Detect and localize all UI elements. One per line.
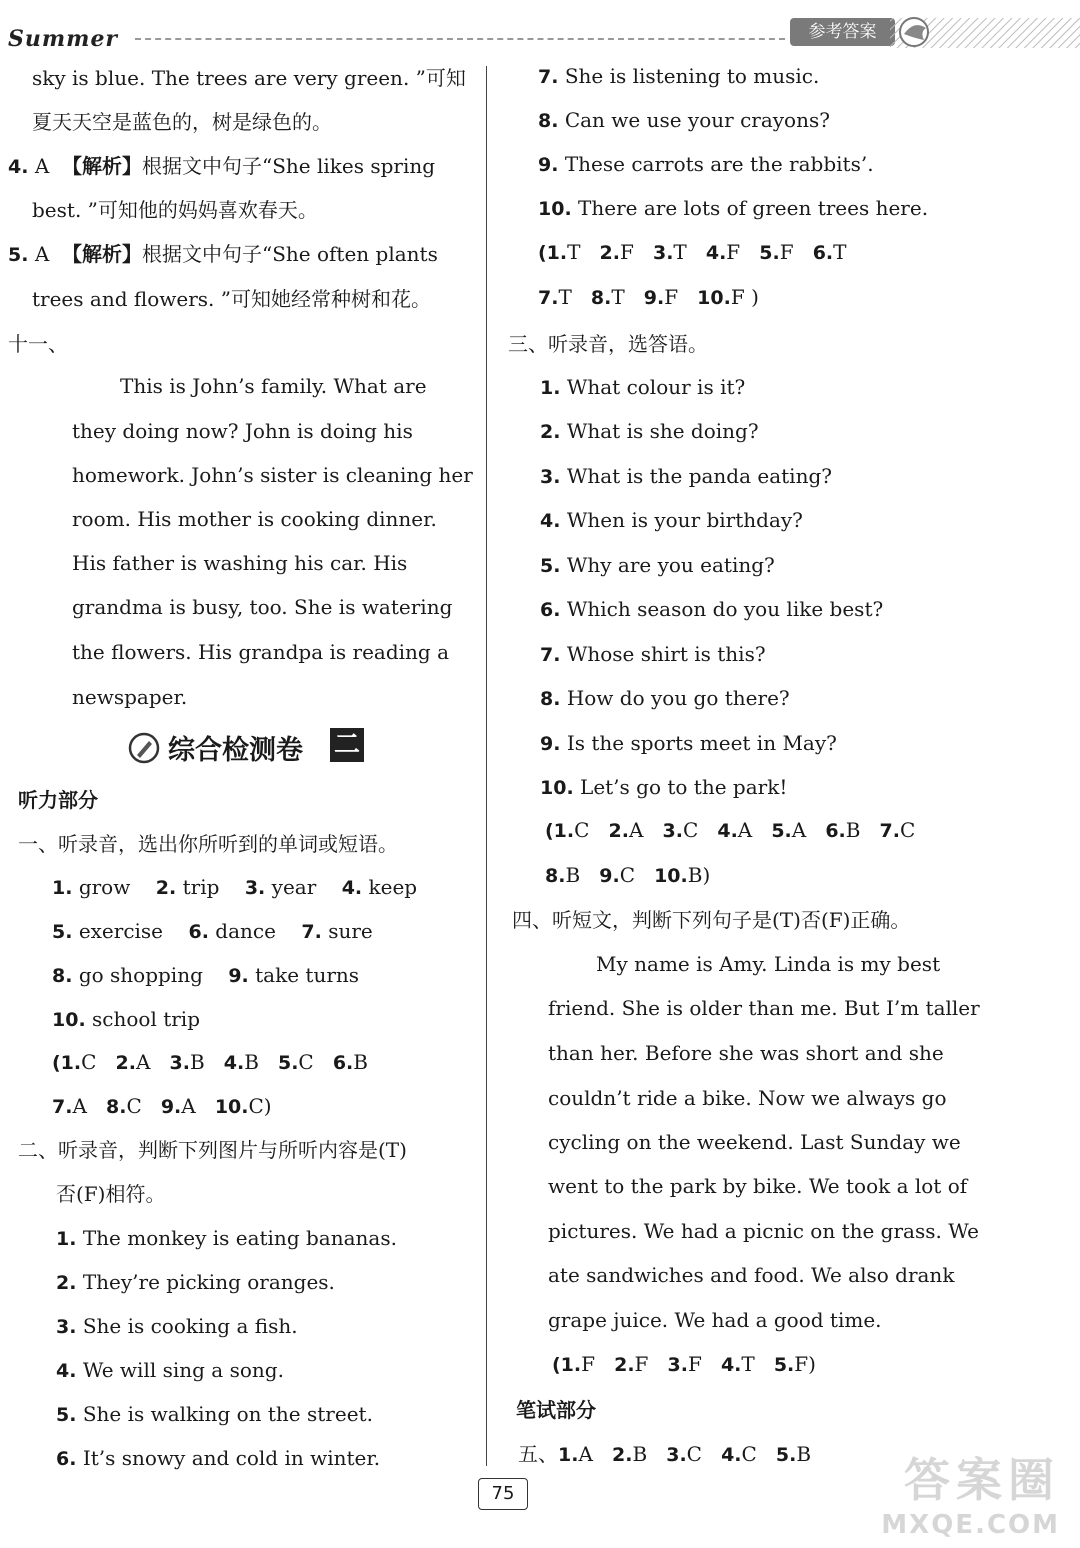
- list-item: 10. There are lots of green trees here.: [538, 196, 929, 220]
- text-line: best. ”可知他的妈妈喜欢春天。: [32, 198, 318, 222]
- list-item: 4. We will sing a song.: [56, 1358, 284, 1382]
- list-item: 6. Which season do you like best?: [540, 597, 884, 621]
- list-item: 9. Is the sports meet in May?: [540, 731, 837, 755]
- list-item: 5. Why are you eating?: [540, 553, 775, 577]
- column-divider: [486, 66, 487, 1466]
- list-item: 7. She is listening to music.: [538, 64, 820, 88]
- site-watermark: 答案圈 MXQE.COM: [881, 1453, 1060, 1540]
- section-number-badge: 二: [330, 728, 364, 762]
- list-item: 9. These carrots are the rabbits’.: [538, 152, 874, 176]
- part-1-title: 一、听录音，选出你所听到的单词或短语。: [18, 832, 398, 856]
- written-heading: 笔试部分: [516, 1398, 596, 1422]
- list-item: 10. Let’s go to the park!: [540, 775, 788, 799]
- list-item: 5. She is walking on the street.: [56, 1402, 373, 1426]
- answer-row: (1.T 2.F 3.T 4.F 5.F 6.T: [538, 240, 847, 264]
- answer-key-tag: 参考答案: [790, 18, 895, 46]
- list-item: 8. Can we use your crayons?: [538, 108, 830, 132]
- list-item: 2. What is she doing?: [540, 419, 759, 443]
- answer-item-4: 4. A 【解析】根据文中句子“She likes spring: [8, 154, 436, 178]
- answer-item-5: 5. A 【解析】根据文中句子“She often plants: [8, 242, 438, 266]
- text-line: trees and flowers. ”可知她经常种树和花。: [32, 287, 431, 311]
- answer-row: (1.C 2.A 3.C 4.A 5.A 6.B 7.C: [545, 818, 916, 842]
- passage-line: homework. John’s sister is cleaning her: [72, 463, 473, 487]
- list-item: 1. The monkey is eating bananas.: [56, 1226, 397, 1250]
- listening-heading: 听力部分: [18, 788, 98, 812]
- dolphin-decoration-icon: [890, 12, 1080, 52]
- word-row: 10. school trip: [52, 1007, 201, 1031]
- passage-line: My name is Amy. Linda is my best: [596, 952, 941, 976]
- part-3-title: 三、听录音，选答语。: [508, 332, 708, 356]
- word-row: 8. go shopping 9. take turns: [52, 963, 360, 987]
- passage-line: couldn’t ride a bike. Now we always go: [548, 1086, 947, 1110]
- passage-line: ate sandwiches and food. We also drank: [548, 1263, 955, 1287]
- word-row: 1. grow 2. trip 3. year 4. keep: [52, 875, 418, 899]
- answer-row: 五、1.A 2.B 3.C 4.C 5.B: [518, 1442, 812, 1466]
- passage-line: they doing now? John is doing his: [72, 419, 413, 443]
- passage-line: the flowers. His grandpa is reading a: [72, 640, 450, 664]
- brand-logo: Summer: [8, 26, 119, 52]
- section-label-11: 十一、: [8, 332, 68, 356]
- answer-row: 7.A 8.C 9.A 10.C): [52, 1094, 272, 1118]
- page-number: 75: [478, 1478, 528, 1510]
- pen-badge-icon: [128, 732, 160, 764]
- passage-line: grape juice. We had a good time.: [548, 1308, 882, 1332]
- text-line: sky is blue. The trees are very green. ”可知: [32, 66, 466, 90]
- part-2-title-cont: 否(F)相符。: [56, 1182, 166, 1206]
- page-header: [0, 0, 1080, 58]
- passage-line: pictures. We had a picnic on the grass. We: [548, 1219, 979, 1243]
- passage-line: than her. Before she was short and she: [548, 1041, 944, 1065]
- list-item: 8. How do you go there?: [540, 686, 790, 710]
- passage-line: newspaper.: [72, 685, 188, 709]
- list-item: 6. It’s snowy and cold in winter.: [56, 1446, 381, 1470]
- word-row: 5. exercise 6. dance 7. sure: [52, 919, 373, 943]
- answer-row: (1.C 2.A 3.B 4.B 5.C 6.B: [52, 1050, 368, 1074]
- passage-line: grandma is busy, too. She is watering: [72, 595, 453, 619]
- part-2-title: 二、听录音，判断下列图片与所听内容是(T): [18, 1138, 407, 1162]
- passage-line: went to the park by bike. We took a lot of: [548, 1174, 968, 1198]
- list-item: 1. What colour is it?: [540, 375, 746, 399]
- list-item: 4. When is your birthday?: [540, 508, 803, 532]
- part-4-title: 四、听短文，判断下列句子是(T)否(F)正确。: [512, 908, 911, 932]
- passage-line: His father is washing his car. His: [72, 551, 408, 575]
- list-item: 2. They’re picking oranges.: [56, 1270, 335, 1294]
- answer-row: (1.F 2.F 3.F 4.T 5.F): [552, 1352, 816, 1376]
- list-item: 3. She is cooking a fish.: [56, 1314, 298, 1338]
- list-item: 7. Whose shirt is this?: [540, 642, 766, 666]
- answer-row: 7.T 8.T 9.F 10.F ): [538, 285, 759, 309]
- list-item: 3. What is the panda eating?: [540, 464, 832, 488]
- answer-row: 8.B 9.C 10.B): [545, 863, 711, 887]
- passage-line: cycling on the weekend. Last Sunday we: [548, 1130, 961, 1154]
- text-line: 夏天天空是蓝色的，树是绿色的。: [32, 110, 332, 134]
- header-dashed-rule: [135, 38, 785, 40]
- passage-line: friend. She is older than me. But I’m taller: [548, 996, 980, 1020]
- passage-line: This is John’s family. What are: [120, 374, 427, 398]
- passage-line: room. His mother is cooking dinner.: [72, 507, 437, 531]
